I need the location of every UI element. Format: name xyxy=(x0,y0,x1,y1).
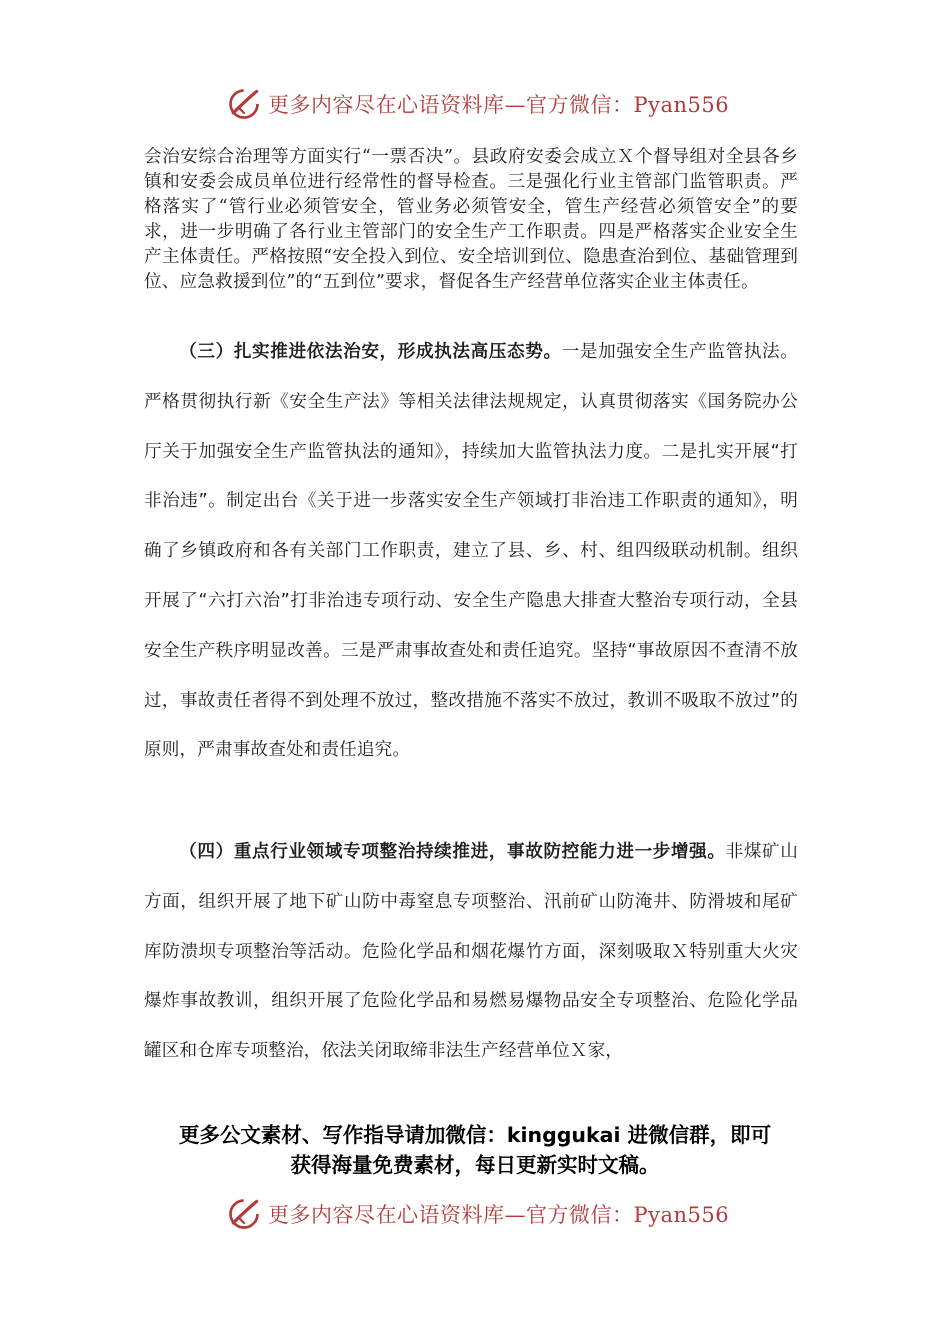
header-banner xyxy=(226,84,729,124)
continued-paragraph xyxy=(144,145,798,295)
promo-line-1: 更多公文素材、写作指导请加微信：kinggukai 进微信群，即可 xyxy=(178,1123,772,1147)
header-wechat-id: Pyan556 xyxy=(633,93,730,117)
header-banner-text: 更多内容尽在心语资料库—官方微信：Pyan556 xyxy=(268,93,730,117)
section-four-body: 非煤矿山方面，组织开展了地下矿山防中毒窒息专项整治、汛前矿山防淹井、防滑坡和尾矿库防溃坝专项整治等活动。危险化学品和烟花爆竹方面，深刻吸取Ｘ特别重大火灾爆炸事故教训，组织开展了危险化学品和易燃易爆物品安全专项整治、危险化学品罐区和仓库专项整治，依法关闭取缔非法生产经营单位Ｘ家， xyxy=(144,842,798,1062)
brush-circle-logo-icon xyxy=(226,86,262,122)
continued-paragraph-text: 会治安综合治理等方面实行“一票否决”。县政府安委会成立Ｘ个督导组对全县各乡镇和安委会成员单位进行经常性的督导检查。三是强化行业主管部门监管职责。严格落实了“管行业必须管安全，管业务必须管安全，管生产经营必须管安全”的要求，进一步明确了各行业主管部门的安全生产工作职责。四是严格落实企业安全生产主体责任。严格按照“安全投入到位、安全培训到位、隐患查治到位、基础管理到位、应急救援到位”的“五到位”要求，督促各生产经营单位落实企业主体责任。 xyxy=(144,147,798,292)
section-three xyxy=(144,328,798,776)
promo-notice xyxy=(100,1120,850,1180)
footer-banner xyxy=(226,1194,729,1234)
section-four xyxy=(144,828,798,1077)
section-three-paragraph xyxy=(144,328,798,776)
brush-circle-logo-icon xyxy=(226,1196,262,1232)
footer-wechat-id: Pyan556 xyxy=(633,1203,730,1227)
section-three-body: 一是加强安全生产监管执法。严格贯彻执行新《安全生产法》等相关法律法规规定，认真贯彻落实《国务院办公厅关于加强安全生产监管执法的通知》，持续加大监管执法力度。二是扎实开展“打非治违”。制定出台《关于进一步落实安全生产领域打非治违工作职责的通知》，明确了乡镇政府和各有关部门工作职责，建立了县、乡、村、组四级联动机制。组织开展了“六打六治”打非治违专项行动、安全生产隐患大排查大整治专项行动，全县安全生产秩序明显改善。三是严肃事故查处和责任追究。坚持“事故原因不查清不放过，事故责任者得不到处理不放过，整改措施不落实不放过，教训不吸取不放过”的原则，严肃事故查处和责任追究。 xyxy=(144,342,798,761)
promo-line-2: 获得海量免费素材，每日更新实时文稿。 xyxy=(290,1153,660,1177)
section-three-heading: （三）扎实推进依法治安，形成执法高压态势。 xyxy=(179,342,562,362)
section-four-paragraph xyxy=(144,828,798,1077)
footer-banner-text: 更多内容尽在心语资料库—官方微信：Pyan556 xyxy=(268,1203,730,1227)
section-four-heading: （四）重点行业领域专项整治持续推进，事故防控能力进一步增强。 xyxy=(179,842,726,862)
